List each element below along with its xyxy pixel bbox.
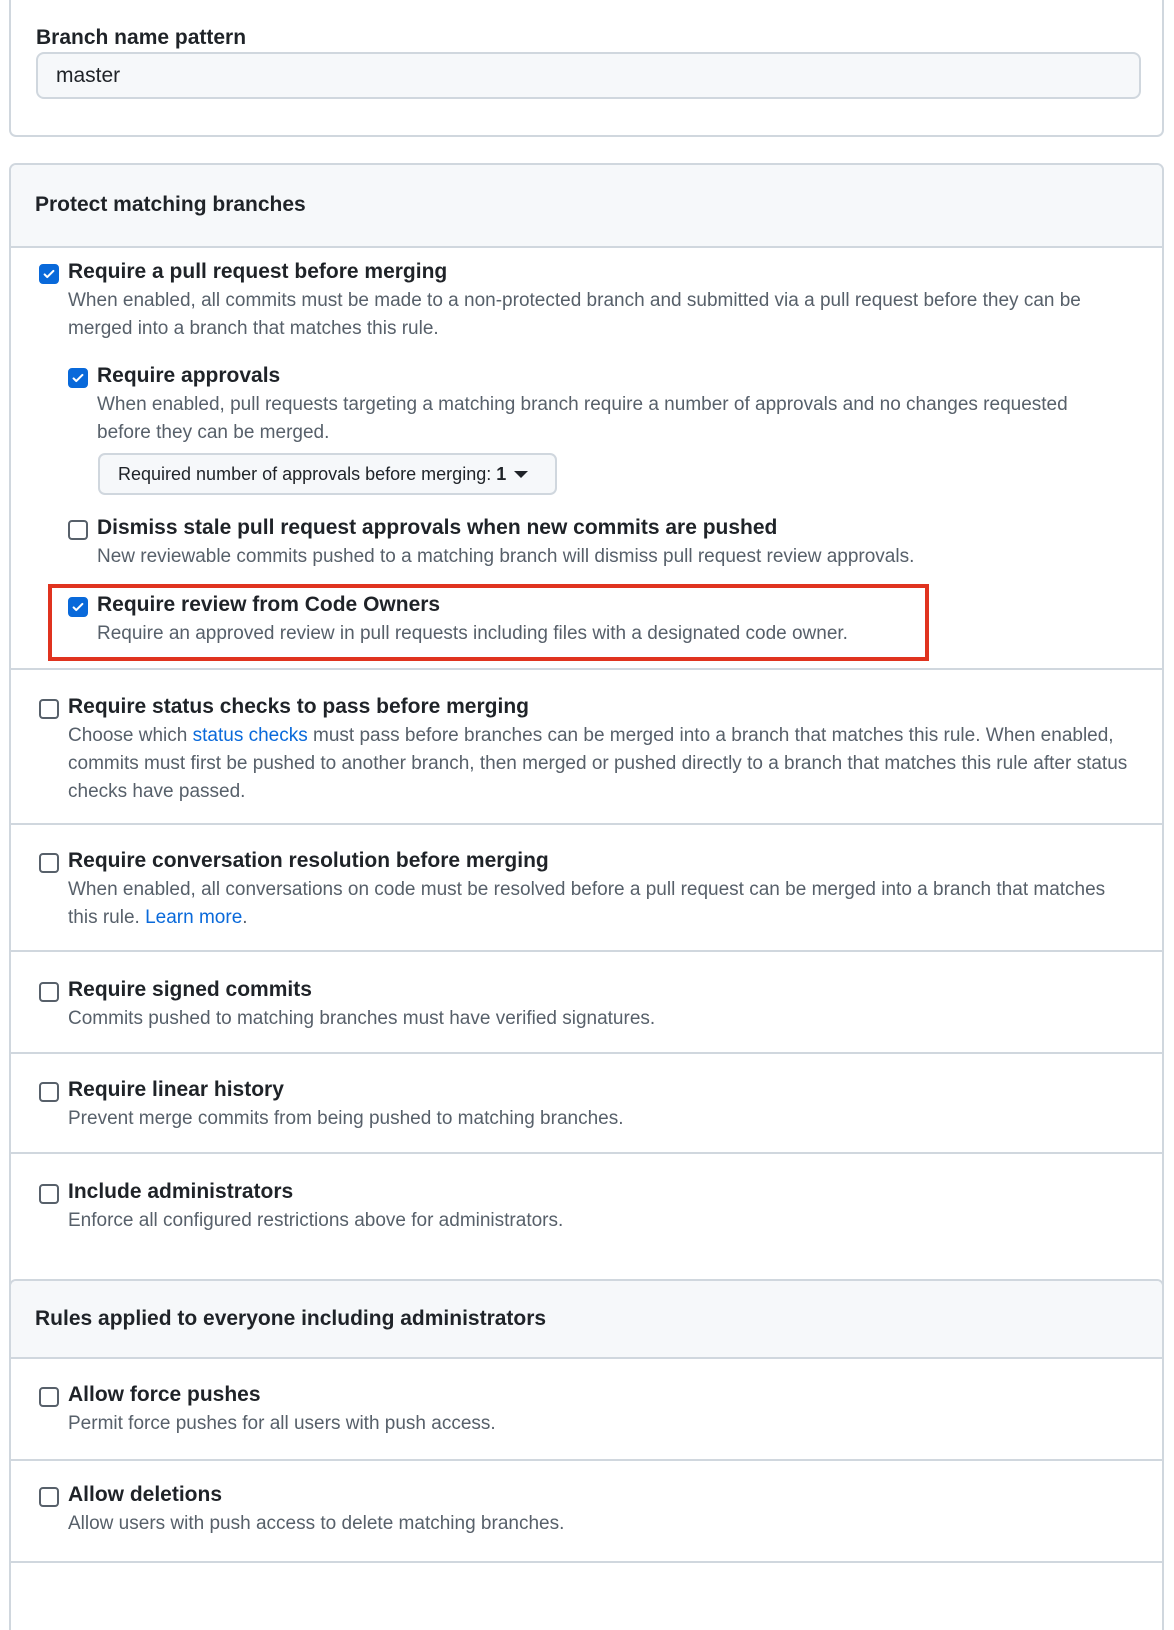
status-checks-description: Choose which status checks must pass before branches can be merged into a branch that matches this rule. When enabled, commits must first be pushed to another branch, then merged or pushed directly to a branch that matches this rule after status checks have passed.	[68, 725, 1128, 802]
divider	[11, 950, 1162, 952]
code-owners-description: Require an approved review in pull requests including files with a designated code owner.	[97, 623, 848, 644]
linear-history-checkbox[interactable]	[39, 1082, 59, 1102]
learn-more-link[interactable]: Learn more	[145, 907, 243, 928]
include-admins-title[interactable]: Include administrators	[68, 1180, 294, 1203]
approvals-select-label: Required number of approvals before merging:	[118, 463, 492, 484]
check-icon	[42, 267, 56, 281]
deletions-checkbox[interactable]	[39, 1487, 59, 1507]
require-pr-description: When enabled, all commits must be made to a non-protected branch and submitted via a pull request before they can be merged into a branch that matches this rule.	[68, 290, 1081, 339]
branch-pattern-panel	[9, 0, 1164, 137]
divider	[11, 1152, 1162, 1154]
status-checks-title[interactable]: Require status checks to pass before merging	[68, 695, 529, 718]
dismiss-stale-title[interactable]: Dismiss stale pull request approvals when new commits are pushed	[97, 516, 778, 539]
require-approvals-description: When enabled, pull requests targeting a matching branch require a number of approvals and no changes requested before they can be merged.	[97, 394, 1068, 443]
linear-history-description: Prevent merge commits from being pushed to matching branches.	[68, 1108, 624, 1129]
protect-branches-header	[11, 165, 1162, 248]
conversation-resolution-checkbox[interactable]	[39, 853, 59, 873]
divider	[11, 1052, 1162, 1054]
require-pr-checkbox[interactable]	[39, 264, 59, 284]
status-checks-checkbox[interactable]	[39, 699, 59, 719]
divider	[11, 1561, 1162, 1563]
conversation-resolution-description: When enabled, all conversations on code must be resolved before a pull request can be merged into a branch that matches this rule. Learn more.	[68, 879, 1106, 928]
conversation-resolution-title[interactable]: Require conversation resolution before merging	[68, 849, 549, 872]
rules-everyone-title: Rules applied to everyone including administrators	[35, 1307, 547, 1330]
rules-everyone-panel	[9, 1279, 1164, 1630]
status-checks-link[interactable]: status checks	[192, 725, 308, 746]
code-owners-title[interactable]: Require review from Code Owners	[97, 593, 441, 616]
signed-commits-title[interactable]: Require signed commits	[68, 978, 312, 1001]
require-approvals-title[interactable]: Require approvals	[97, 364, 281, 387]
divider	[11, 668, 1162, 670]
protect-branches-title: Protect matching branches	[35, 193, 306, 216]
force-pushes-title[interactable]: Allow force pushes	[68, 1383, 261, 1406]
divider	[11, 1459, 1162, 1461]
signed-commits-checkbox[interactable]	[39, 982, 59, 1002]
force-pushes-checkbox[interactable]	[39, 1387, 59, 1407]
linear-history-title[interactable]: Require linear history	[68, 1078, 284, 1101]
force-pushes-description: Permit force pushes for all users with push access.	[68, 1413, 496, 1434]
branch-pattern-input[interactable]	[36, 52, 1141, 99]
caret-down-icon	[514, 471, 528, 478]
code-owners-checkbox[interactable]	[68, 597, 88, 617]
approvals-select-value: 1	[496, 463, 507, 484]
branch-pattern-label: Branch name pattern	[36, 26, 247, 49]
deletions-title[interactable]: Allow deletions	[68, 1483, 223, 1506]
signed-commits-description: Commits pushed to matching branches must have verified signatures.	[68, 1008, 656, 1029]
require-pr-title[interactable]: Require a pull request before merging	[68, 260, 448, 283]
dismiss-stale-description: New reviewable commits pushed to a matching branch will dismiss pull request review approvals.	[97, 546, 915, 567]
approvals-count-select[interactable]	[98, 453, 557, 495]
check-icon	[71, 600, 85, 614]
include-admins-checkbox[interactable]	[39, 1184, 59, 1204]
deletions-description: Allow users with push access to delete matching branches.	[68, 1513, 565, 1534]
protect-branches-panel	[9, 163, 1164, 1310]
require-approvals-checkbox[interactable]	[68, 368, 88, 388]
check-icon	[71, 371, 85, 385]
include-admins-description: Enforce all configured restrictions above for administrators.	[68, 1210, 564, 1231]
rules-everyone-header	[11, 1281, 1162, 1359]
divider	[11, 823, 1162, 825]
dismiss-stale-checkbox[interactable]	[68, 520, 88, 540]
